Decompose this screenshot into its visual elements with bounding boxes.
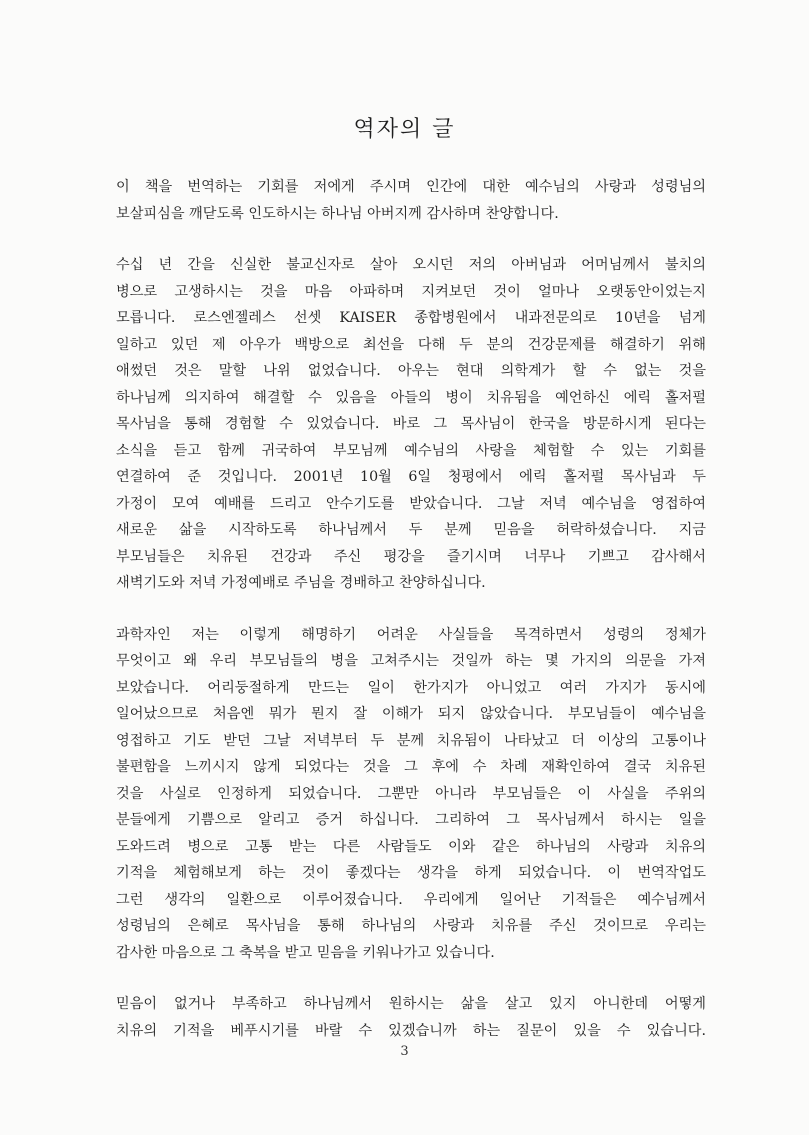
paragraph-3 bbox=[116, 622, 706, 967]
text-line: 과학자인 저는 이렇게 해명하기 어려운 사실들을 목격하면서 성령의 정체가 bbox=[116, 626, 706, 643]
text-line: 분들에게 기쁨으로 알리고 증거 하십니다. 그리하여 그 목사님께서 하시는 일을 bbox=[116, 812, 706, 828]
text-line: 수십 년 간을 신실한 불교신자로 살아 오시던 저의 아버님과 어머님께서 불치의 bbox=[116, 257, 706, 273]
text-line: 가정이 모여 예배를 드리고 안수기도를 받았습니다. 그날 저녁 예수님을 영접하여 bbox=[116, 495, 706, 512]
text-line: 목사님을 통해 경험할 수 있었습니다. 바로 그 목사님이 한국을 방문하시게 된다는 bbox=[116, 416, 706, 432]
text-line: 불편함을 느끼시지 않게 되었다는 것을 그 후에 수 차례 재확인하여 결국 치유된 bbox=[116, 759, 706, 775]
text-line: 애썼던 것은 말할 나위 없었습니다. 아우는 현대 의학계가 할 수 없는 것을 bbox=[116, 363, 706, 379]
text-line: 소식을 듣고 함께 귀국하여 부모님께 예수님의 사랑을 체험할 수 있는 기회를 bbox=[116, 442, 706, 459]
text-line: 기적을 체험해보게 하는 것이 좋겠다는 생각을 하게 되었습니다. 이 번역작업도 bbox=[116, 865, 706, 881]
text-line: 모릅니다. 로스엔젤레스 선셋 KAISER 종합병원에서 내과전문의로 10년을 넘게 bbox=[116, 310, 706, 326]
text-line: 치유의 기적을 베푸시기를 바랄 수 있겠습니까 하는 질문이 있을 수 있습니다. bbox=[116, 1022, 706, 1039]
text-line: 하나님께 의지하여 해결할 수 있음을 아들의 병이 치유됨을 예언하신 에릭 홀저펄 bbox=[116, 389, 706, 406]
text-line: 보살피심을 깨닫도록 인도하시는 하나님 아버지께 감사하며 찬양합니다. bbox=[116, 205, 559, 222]
page-number: 3 bbox=[400, 1044, 409, 1059]
text-line: 도와드려 병으로 고통 받는 다른 사람들도 이와 같은 하나님의 사랑과 치유의 bbox=[116, 838, 706, 855]
paragraph-4 bbox=[116, 991, 706, 1044]
text-line: 새로운 삶을 시작하도록 하나님께서 두 분께 믿음을 허락하셨습니다. 지금 bbox=[116, 522, 706, 538]
document-body bbox=[116, 174, 706, 1069]
text-line: 성령님의 은혜로 목사님을 통해 하나님의 사랑과 치유를 주신 것이므로 우리는 bbox=[116, 918, 706, 934]
text-line: 부모님들은 치유된 건강과 주신 평강을 즐기시며 너무나 기쁘고 감사해서 bbox=[116, 548, 706, 565]
text-line: 영접하고 기도 받던 그날 저녁부터 두 분께 치유됨이 나타났고 더 이상의 고통이나 bbox=[116, 732, 706, 749]
text-line: 믿음이 없거나 부족하고 하나님께서 원하시는 삶을 살고 있지 아니한데 어떻게 bbox=[116, 996, 706, 1012]
text-line: 일어났으므로 처음엔 뭐가 뭔지 잘 이해가 되지 않았습니다. 부모님들이 예수님을 bbox=[116, 706, 706, 722]
text-line: 무엇이고 왜 우리 부모님들의 병을 고쳐주시는 것일까 하는 몇 가지의 의문을 가져 bbox=[116, 653, 706, 669]
text-line: 이 책을 번역하는 기회를 저에게 주시며 인간에 대한 예수님의 사랑과 성령님의 bbox=[116, 179, 706, 195]
paragraph-2 bbox=[116, 252, 706, 597]
text-line: 새벽기도와 저녁 가정예배로 주님을 경배하고 찬양하십니다. bbox=[116, 575, 486, 591]
paragraph-1 bbox=[116, 174, 706, 227]
text-line: 보았습니다. 어리둥절하게 만드는 일이 한가지가 아니었고 여러 가지가 동시에 bbox=[116, 679, 706, 696]
page-title: 역자의 글 bbox=[353, 117, 456, 142]
text-line: 일하고 있던 제 아우가 백방으로 최선을 다해 두 분의 건강문제를 해결하기 위해 bbox=[116, 336, 706, 353]
text-line: 병으로 고생하시는 것을 마음 아파하며 지켜보던 것이 얼마나 오랫동안이었는지 bbox=[116, 283, 706, 300]
text-line: 그런 생각의 일환으로 이루어졌습니다. 우리에게 일어난 기적들은 예수님께서 bbox=[116, 891, 706, 908]
text-line: 것을 사실로 인정하게 되었습니다. 그뿐만 아니라 부모님들은 이 사실을 주위의 bbox=[116, 785, 706, 802]
text-line: 감사한 마음으로 그 축복을 받고 믿음을 키워나가고 있습니다. bbox=[116, 944, 495, 961]
text-line: 연결하여 준 것입니다. 2001년 10월 6일 청평에서 에릭 홀저펄 목사님과 두 bbox=[116, 469, 706, 485]
